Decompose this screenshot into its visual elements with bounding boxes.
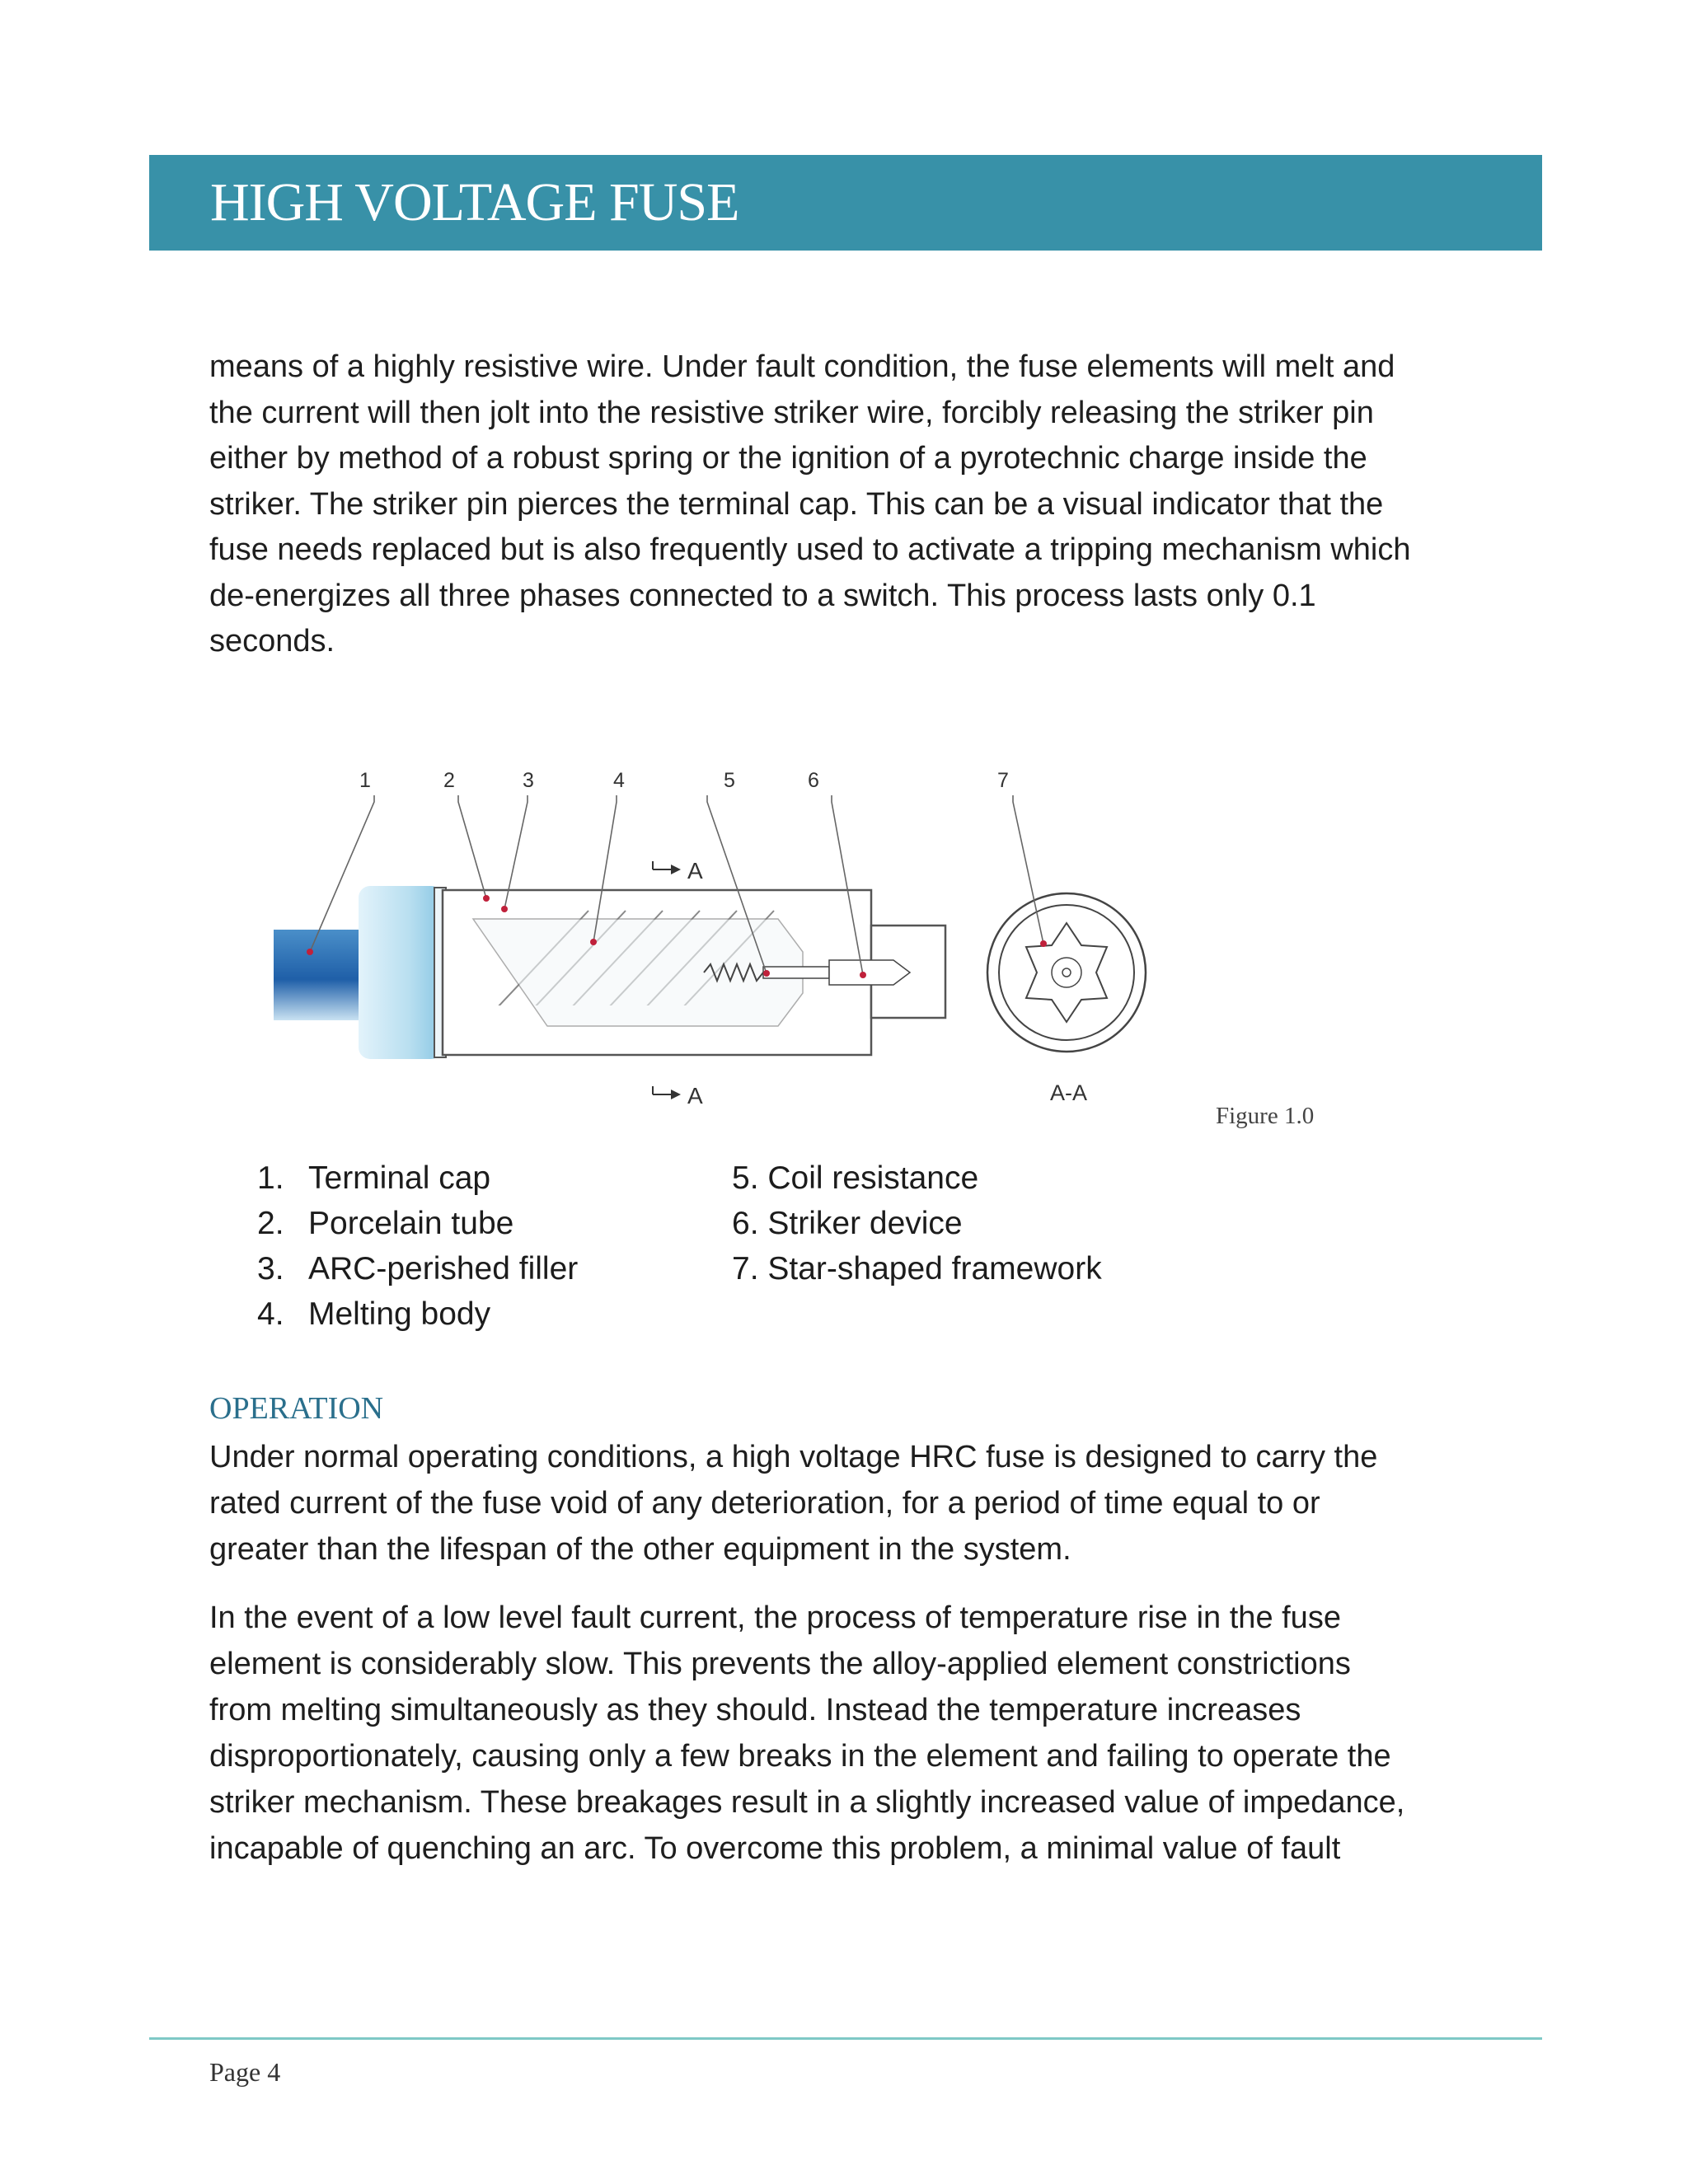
paragraph-line: greater than the lifespan of the other equipment in the system. [209, 1532, 1071, 1567]
legend-label: ARC-perished filler [308, 1251, 579, 1286]
striker-head-shape [829, 960, 910, 985]
legend-label: Melting body [308, 1296, 491, 1332]
intro-paragraph [209, 344, 1561, 665]
paragraph-line: striker mechanism. These breakages result in a slightly increased value of impedance, [209, 1785, 1405, 1820]
fuse-diagram-drawing [209, 754, 1314, 1117]
callout-number: 3 [523, 769, 534, 792]
paragraph-line: seconds. [209, 624, 335, 658]
paragraph-line: means of a highly resistive wire. Under fault condition, the fuse elements will melt and [209, 349, 1395, 384]
figure-caption: Figure 1.0 [1216, 1103, 1315, 1129]
paragraph-line: disproportionately, causing only a few breaks in the element and failing to operate the [209, 1739, 1391, 1774]
legend-number: 5. [732, 1160, 759, 1196]
callout-number: 1 [359, 769, 371, 792]
legend-label: Star-shaped framework [767, 1251, 1102, 1286]
paragraph-line: from melting simultaneously as they should. Instead the temperature increases [209, 1693, 1301, 1727]
paragraph-line: rated current of the fuse void of any deterioration, for a period of time equal to or [209, 1486, 1320, 1521]
operation-heading: OPERATION [209, 1391, 384, 1426]
callout-number: 5 [724, 769, 735, 792]
legend-label: Porcelain tube [308, 1206, 514, 1241]
legend-number: 3. [257, 1251, 284, 1286]
legend-item [732, 1201, 1102, 1246]
paragraph-line: de-energizes all three phases connected to a switch. This process lasts only 0.1 [209, 578, 1316, 613]
section-arrow [671, 865, 681, 874]
paragraph-line: Under normal operating conditions, a high voltage HRC fuse is designed to carry the [209, 1440, 1378, 1474]
paragraph-line: either by method of a robust spring or the ignition of a pyrotechnic charge inside the [209, 441, 1367, 476]
callout-number: 4 [613, 769, 625, 792]
paragraph-line: In the event of a low level fault current, the process of temperature rise in the fuse [209, 1601, 1341, 1635]
legend-item [732, 1246, 1102, 1291]
callout-number: 6 [808, 769, 819, 792]
paragraph-line: the current will then jolt into the resistive striker wire, forcibly releasing the striker pin [209, 395, 1374, 430]
legend-item [257, 1246, 578, 1291]
legend-list-right [732, 1155, 1102, 1291]
collar-shape [359, 886, 443, 1059]
legend-number: 4. [257, 1296, 284, 1332]
section-view-label: A-A [1050, 1080, 1088, 1105]
page-title: HIGH VOLTAGE FUSE [210, 172, 739, 232]
legend-item [257, 1201, 578, 1246]
legend-number: 1. [257, 1160, 284, 1196]
paragraph-line: element is considerably slow. This prevents the alloy-applied element constrictions [209, 1647, 1351, 1681]
page-number: Page 4 [209, 2057, 281, 2087]
operation-paragraph [209, 1434, 1561, 1572]
title-banner [149, 155, 1542, 251]
legend-item [732, 1155, 1102, 1201]
fuse-diagram [209, 754, 1314, 1117]
section-marker-label: A [687, 1083, 703, 1108]
section-arrow [671, 1090, 681, 1099]
paragraph-line: fuse needs replaced but is also frequently used to activate a tripping mechanism which [209, 532, 1411, 567]
striker-rod-shape [763, 967, 829, 978]
paragraph-line: striker. The striker pin pierces the terminal cap. This can be a visual indicator that the [209, 486, 1384, 522]
footer-divider [149, 2037, 1542, 2040]
legend-list-left [257, 1155, 578, 1337]
section-marker-label: A [687, 858, 703, 883]
legend-label: Striker device [767, 1206, 963, 1241]
legend-number: 6. [732, 1206, 759, 1241]
terminal-cap-shape [274, 930, 364, 1020]
legend-number: 7. [732, 1251, 759, 1286]
callout-number: 7 [997, 769, 1009, 792]
legend-label: Terminal cap [308, 1160, 491, 1196]
legend-label: Coil resistance [767, 1160, 979, 1196]
paragraph-line: incapable of quenching an arc. To overcome this problem, a minimal value of fault [209, 1831, 1341, 1866]
operation-paragraph [209, 1595, 1561, 1872]
legend-item [257, 1291, 578, 1337]
legend-item [257, 1155, 578, 1201]
callout-number: 2 [443, 769, 455, 792]
legend-number: 2. [257, 1206, 284, 1241]
